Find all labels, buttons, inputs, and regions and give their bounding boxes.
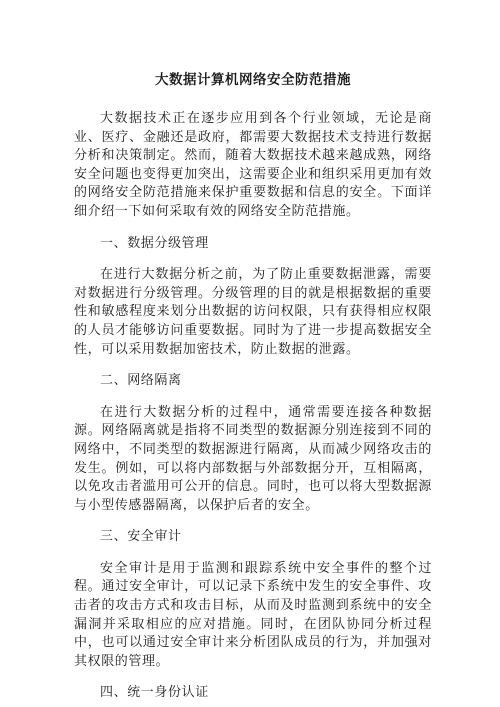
section-heading-data-classification: 一、数据分级管理 bbox=[100, 235, 209, 251]
section-body-security-audit: 安全审计是用于监测和跟踪系统中安全事件的整个过程。通过安全审计，可以记录下系统中发生的安全事件、攻击者的攻击方式和攻击目标，从而及时监测到系统中的安全漏洞并采取相应的应对措施。同时，在团队协同分析过程中，也可以通过安全审计来分析团队成员的行为，并加强对其权限的管理。 bbox=[74, 560, 432, 669]
document-title: 大数据计算机网络安全防范措施 bbox=[155, 72, 351, 88]
section-body-network-isolation: 在进行大数据分析的过程中，通常需要连接各种数据源。网络隔离就是指将不同类型的数据源分别连接到不同的网络中，不同类型的数据源进行隔离，从而减少网络攻击的发生。例如，可以将内部数据与外部数据分开，互相隔离，以免攻击者滥用可公开的信息。同时，也可以将大型数据源与小型传感器隔离，以保护后者的安全。 bbox=[74, 404, 432, 513]
intro-paragraph: 大数据技术正在逐步应用到各个行业领域，无论是商业、医疗、金融还是政府，都需要大数据技术支持进行数据分析和决策制定。然而，随着大数据技术越来越成熟，网络安全问题也变得更加突出，这需要企业和组织采用更加有效的网络安全防范措施来保护重要数据和信息的安全。下面详细介绍一下如何采取有效的网络安全防范措施。 bbox=[74, 111, 432, 219]
section-body-data-classification: 在进行大数据分析之前，为了防止重要数据泄露，需要对数据进行分级管理。分级管理的目的就是根据数据的重要性和敏感程度来划分出数据的访问权限，只有获得相应权限的人员才能够访问重要数据。同时为了进一步提高数据安全性，可以采用数据加密技术，防止数据的泄露。 bbox=[74, 267, 432, 357]
section-heading-security-audit: 三、安全审计 bbox=[100, 529, 182, 545]
section-heading-unified-authentication: 四、统一身份认证 bbox=[100, 685, 209, 701]
section-heading-network-isolation: 二、网络隔离 bbox=[100, 373, 182, 389]
